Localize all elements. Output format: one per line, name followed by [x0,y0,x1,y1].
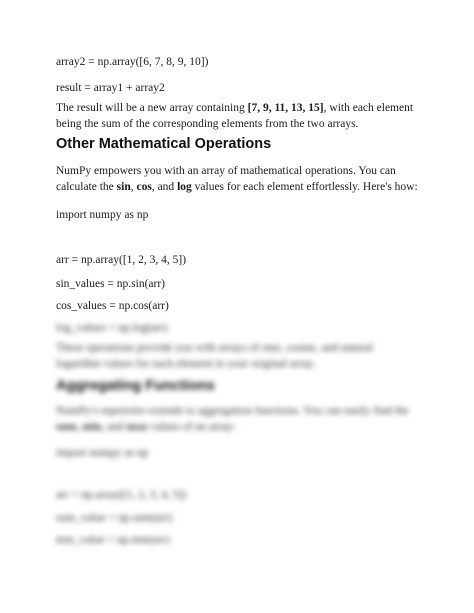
intro-text-3: , and [151,181,178,193]
agg-code-line-sum: sum_value = np.sum(arr) [56,512,173,524]
math-ops-explain: These operations provide you with arrays of sine, cosine, and natural logarithm values for each element in your original array. [56,342,373,370]
agg-intro-bold-max: max [126,421,148,433]
code-line-import: import numpy as np [56,209,149,221]
result-paragraph [56,100,418,132]
intro-text-2: , [130,181,137,193]
intro-text-4: values for each element effortlessly. Here's how: [191,181,418,193]
agg-code-line-min: min_value = np.min(arr) [56,534,170,546]
result-text-before: The result will be a new array containing [56,102,248,114]
code-line-array2: array2 = np.array([6, 7, 8, 9, 10]) [56,56,209,68]
intro-bold-sin: sin [116,181,131,193]
aggregating-intro [56,403,418,435]
agg-intro-bold-sum: sum [56,421,77,433]
agg-intro-text-4: values of an array: [147,421,236,433]
result-text-after: , with each element being the sum of the corresponding elements from the two arrays. [56,102,414,130]
section-heading-aggregating: Aggregating Functions [56,378,215,394]
agg-intro-text-1: NumPy's repertoire extends to aggregation functions. You can easily find the [56,405,409,417]
section-heading-math-ops: Other Mathematical Operations [56,136,272,152]
agg-intro-bold-min: min [82,421,102,433]
code-line-arr: arr = np.array([1, 2, 3, 4, 5]) [56,254,187,266]
agg-intro-text-2: , [76,421,83,433]
agg-code-line-import: import numpy as np [56,447,149,459]
intro-bold-log: log [177,181,192,193]
agg-intro-text-3: , and [101,421,127,433]
intro-bold-cos: cos [136,181,152,193]
code-line-result: result = array1 + array2 [56,82,165,94]
code-line-sin: sin_values = np.sin(arr) [56,278,166,290]
result-array-bold: [7, 9, 11, 13, 15] [247,102,324,114]
code-line-cos: cos_values = np.cos(arr) [56,300,169,312]
agg-code-line-arr: arr = np.array([1, 2, 3, 4, 5]) [56,489,187,501]
code-line-log: log_values = np.log(arr) [56,322,168,334]
intro-text-1: NumPy empowers you with an array of mathematical operations. You can calculate the [56,165,396,193]
math-ops-intro [56,163,418,195]
